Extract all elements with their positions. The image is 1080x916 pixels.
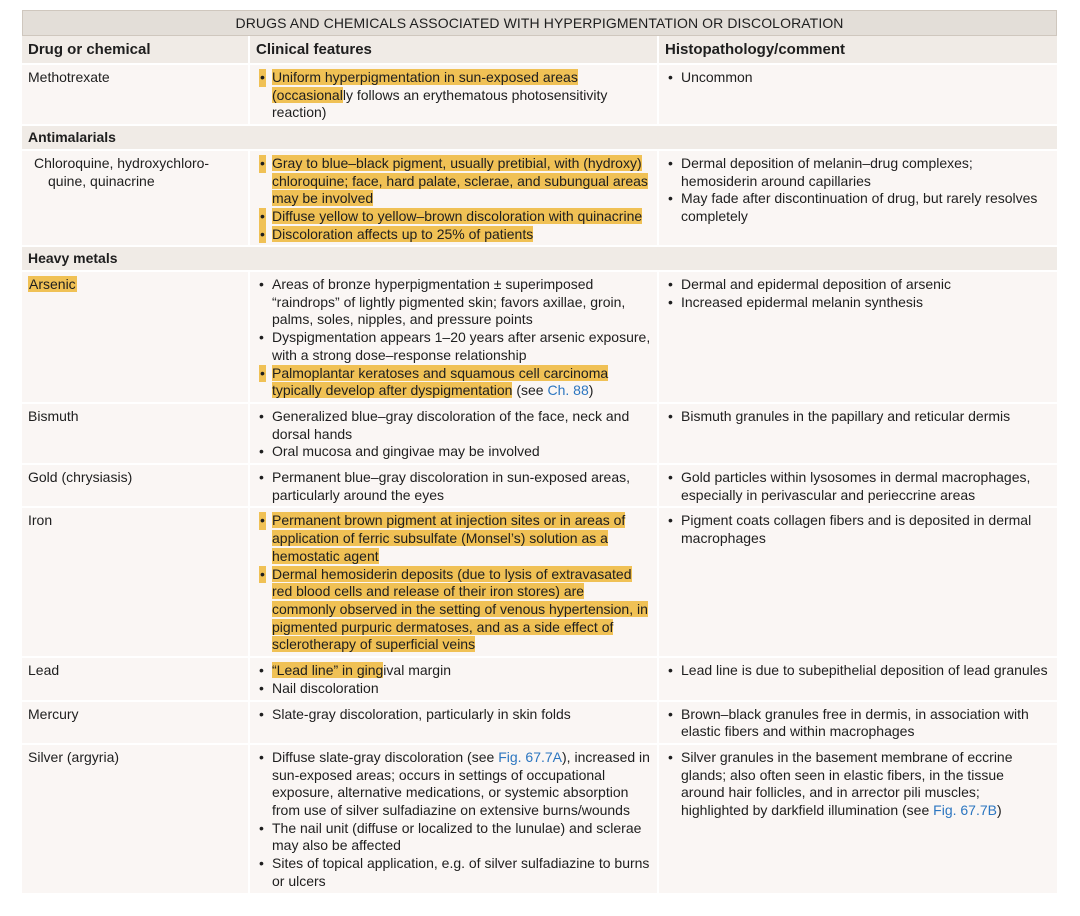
bullet-item: • Sites of topical application, e.g. of silver sulfadiazine to burns or ulcers <box>256 855 651 890</box>
bullet-item: • Oral mucosa and gingivae may be involved <box>256 443 651 461</box>
bullet-item: • Dyspigmentation appears 1–20 years after arsenic exposure, with a strong dose–response relationship <box>256 329 651 364</box>
clinical-features <box>249 271 658 403</box>
drug-name: Gold (chrysiasis) <box>22 464 249 507</box>
bullet-item: • Gold particles within lysosomes in dermal macrophages, especially in perivascular and perieccrine areas <box>665 469 1051 504</box>
drug-name: Arsenic <box>22 271 249 403</box>
clinical-features <box>249 507 658 657</box>
histopathology <box>658 64 1057 125</box>
drug-name: Chloroquine, hydroxychloro-quine, quinacrine <box>22 150 249 247</box>
histopathology <box>658 657 1057 700</box>
chapter-link[interactable]: Ch. 88 <box>547 382 589 399</box>
histopathology <box>658 403 1057 464</box>
section-row-antimalarials <box>22 125 1057 150</box>
bullet-item: • Brown–black granules free in dermis, in association with elastic fibers and within macrophages <box>665 706 1051 741</box>
drug-table-container <box>22 10 1057 895</box>
bullet-item: • Discoloration affects up to 25% of patients <box>256 226 651 244</box>
bullet-item: • “Lead line” in gingival margin <box>256 662 651 680</box>
table-row-bismuth <box>22 403 1057 464</box>
histopathology <box>658 701 1057 744</box>
bullet-item: • Dermal and epidermal deposition of arsenic <box>665 276 1051 294</box>
table-row-gold <box>22 464 1057 507</box>
drug-name: Bismuth <box>22 403 249 464</box>
drug-name: Lead <box>22 657 249 700</box>
bullet-item: • Permanent blue–gray discoloration in sun-exposed areas, particularly around the eyes <box>256 469 651 504</box>
table-row-lead <box>22 657 1057 700</box>
histopathology <box>658 744 1057 894</box>
clinical-features <box>249 744 658 894</box>
bullet-item: • Slate-gray discoloration, particularly in skin folds <box>256 706 651 724</box>
bullet-item: • Lead line is due to subepithelial deposition of lead granules <box>665 662 1051 680</box>
bullet-item: • Permanent brown pigment at injection sites or in areas of application of ferric subsulfate (Monsel’s) solution as a hemostatic agent <box>256 512 651 565</box>
clinical-features <box>249 64 658 125</box>
bullet-item: • The nail unit (diffuse or localized to the lunulae) and sclerae may also be affected <box>256 820 651 855</box>
header-histopathology: Histopathology/comment <box>658 36 1057 64</box>
table-row-chloroquine <box>22 150 1057 247</box>
bullet-item: • Palmoplantar keratoses and squamous cell carcinoma typically develop after dyspigmentation (see Ch. 88) <box>256 365 651 400</box>
bullet-item: • Dermal hemosiderin deposits (due to lysis of extravasated red blood cells and release of their iron stores) are commonly observed in the setting of venous hypertension, in pigmented purpuric dermatoses, and as a side effect of sclerotherapy of superficial veins <box>256 566 651 655</box>
header-drug: Drug or chemical <box>22 36 249 64</box>
bullet-item: • Diffuse yellow to yellow–brown discoloration with quinacrine <box>256 208 651 226</box>
bullet-item: • Bismuth granules in the papillary and reticular dermis <box>665 408 1051 426</box>
clinical-features <box>249 150 658 247</box>
bullet-item: • Nail discoloration <box>256 680 651 698</box>
drug-name: Mercury <box>22 701 249 744</box>
bullet-item: • Uncommon <box>665 69 1051 87</box>
clinical-features <box>249 403 658 464</box>
histopathology <box>658 464 1057 507</box>
table-row-arsenic <box>22 271 1057 403</box>
bullet-item: • Pigment coats collagen fibers and is deposited in dermal macrophages <box>665 512 1051 547</box>
histopathology <box>658 507 1057 657</box>
bullet-item: • Uniform hyperpigmentation in sun-exposed areas (occasionally follows an erythematous photosensitivity reaction) <box>256 69 651 122</box>
drug-name: Methotrexate <box>22 64 249 125</box>
table-row-iron <box>22 507 1057 657</box>
table-title: DRUGS AND CHEMICALS ASSOCIATED WITH HYPERPIGMENTATION OR DISCOLORATION <box>22 10 1057 36</box>
figure-link[interactable]: Fig. 67.7A <box>498 748 563 765</box>
bullet-item: • Areas of bronze hyperpigmentation ± superimposed “raindrops” of lightly pigmented skin; favors axillae, groin, palms, soles, nipples, and pressure points <box>256 276 651 329</box>
section-label: Antimalarials <box>22 125 1057 150</box>
bullet-item: • Diffuse slate-gray discoloration (see Fig. 67.7A), increased in sun-exposed areas; occurs in settings of occupational exposure, alternative medications, or systemic absorption from use of silver sulfadiazine on extensive burns/wounds <box>256 749 651 820</box>
clinical-features <box>249 701 658 744</box>
bullet-item: • Increased epidermal melanin synthesis <box>665 294 1051 312</box>
table-row-mercury <box>22 701 1057 744</box>
drug-name: Iron <box>22 507 249 657</box>
bullet-item: • Dermal deposition of melanin–drug complexes; hemosiderin around capillaries <box>665 155 1051 190</box>
histopathology <box>658 150 1057 247</box>
bullet-item: • Generalized blue–gray discoloration of the face, neck and dorsal hands <box>256 408 651 443</box>
section-row-heavy-metals <box>22 246 1057 271</box>
bullet-item: • May fade after discontinuation of drug, but rarely resolves completely <box>665 190 1051 225</box>
section-label: Heavy metals <box>22 246 1057 271</box>
table-row-silver <box>22 744 1057 894</box>
table-row-methotrexate <box>22 64 1057 125</box>
clinical-features <box>249 464 658 507</box>
bullet-item: • Silver granules in the basement membrane of eccrine glands; also often seen in elastic fibers, in the tissue around hair follicles, and in arrector pili muscles; highlighted by darkfield illumination (see Fig. 67.7B) <box>665 749 1051 820</box>
clinical-features <box>249 657 658 700</box>
drug-name: Silver (argyria) <box>22 744 249 894</box>
header-row <box>22 36 1057 64</box>
drug-table <box>22 36 1057 895</box>
histopathology <box>658 271 1057 403</box>
header-clinical: Clinical features <box>249 36 658 64</box>
bullet-item: • Gray to blue–black pigment, usually pretibial, with (hydroxy) chloroquine; face, hard palate, sclerae, and subungual areas may be involved <box>256 155 651 208</box>
figure-link[interactable]: Fig. 67.7B <box>933 802 997 819</box>
